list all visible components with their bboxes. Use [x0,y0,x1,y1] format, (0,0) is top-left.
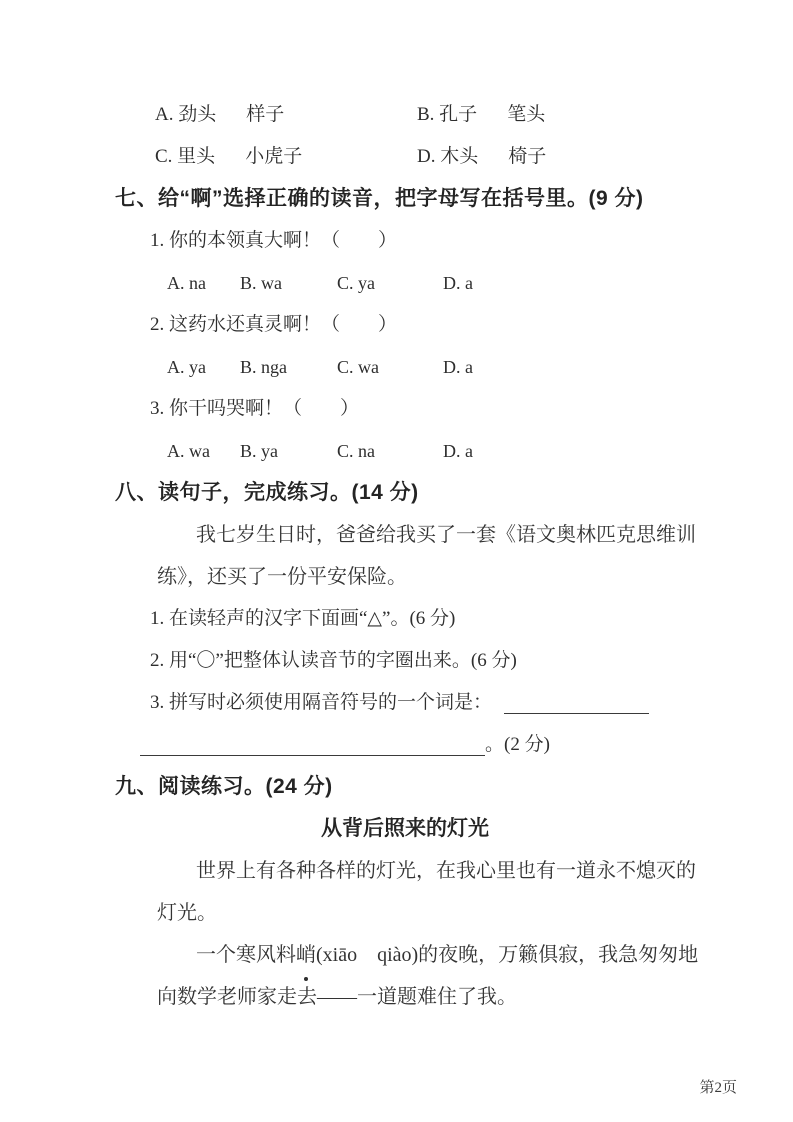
reading-text: 一个寒风料 [196,944,296,966]
option-item: B. ya [240,441,278,461]
option-item: C. ya [337,273,375,293]
option-item: A. ya [167,357,206,377]
answer-blank [504,687,649,714]
answer-blank [140,729,485,756]
question-line: 1. 你的本领真大啊！（ ） [150,230,398,251]
question-line: 3. 你干吗哭啊！（ ） [150,398,360,419]
reading-line [115,934,699,976]
exercise-item-text: 3. 拼写时必须使用隔音符号的一个词是： [150,692,493,713]
word-pair-row [115,136,695,178]
passage-line: 我七岁生日时，爸爸给我买了一套《语文奥林匹克思维训 [196,524,696,546]
option-word: 椅子 [508,146,547,167]
option-pair: C. 里头 [155,146,216,167]
option-item: C. na [337,441,375,461]
option-pair: A. 劲头 [155,104,217,125]
exercise-item: 2. 用“〇”把整体认读音节的字圈出来。(6 分) [150,650,517,671]
reading-line: 向数学老师家走去——一道题难住了我。 [157,986,517,1008]
options-row [115,346,695,388]
option-item: C. wa [337,357,379,377]
exercise-item-continuation [115,724,695,766]
options-row [115,262,695,304]
option-cell-c [155,136,417,178]
worksheet-content [115,94,699,1018]
page-number: 第2页 [699,1080,737,1096]
passage-line: 练》，还买了一份平安保险。 [157,566,407,588]
option-item: B. wa [240,273,282,293]
reading-title: 从背后照来的灯光 [321,817,489,840]
word-pair-row [115,94,695,136]
option-item: A. na [167,273,206,293]
option-pair: B. 孔子 [417,104,478,125]
option-pair: D. 木头 [417,146,479,167]
option-item: D. a [443,441,473,461]
option-item: D. a [443,273,473,293]
section-eight-heading: 八、读句子，完成练习。(14 分) [115,481,419,504]
exercise-item-tail: 。(2 分) [485,734,550,755]
option-word: 样子 [246,104,285,125]
option-cell-a [155,94,417,136]
question-line: 2. 这药水还真灵啊！（ ） [150,314,398,335]
option-item: A. wa [167,441,210,461]
reading-line: 世界上有各种各样的灯光，在我心里也有一道永不熄灭的 [196,860,696,882]
exercise-item: 1. 在读轻声的汉字下面画“△”。(6 分) [150,608,456,629]
option-item: B. nga [240,357,287,377]
reading-line: 灯光。 [157,902,217,924]
options-row [115,430,695,472]
section-nine-heading: 九、阅读练习。(24 分) [115,775,333,798]
option-item: D. a [443,357,473,377]
option-cell-d [417,136,546,178]
option-cell-b [417,94,545,136]
reading-text: (xiāo qiào)的夜晚，万籁俱寂，我急匆匆地 [316,944,699,966]
option-word: 小虎子 [245,146,303,167]
exercise-item [115,682,695,724]
emphasized-char: 峭 [296,944,316,966]
option-word: 笔头 [507,104,546,125]
section-seven-heading: 七、给“啊”选择正确的读音，把字母写在括号里。(9 分) [115,187,644,210]
